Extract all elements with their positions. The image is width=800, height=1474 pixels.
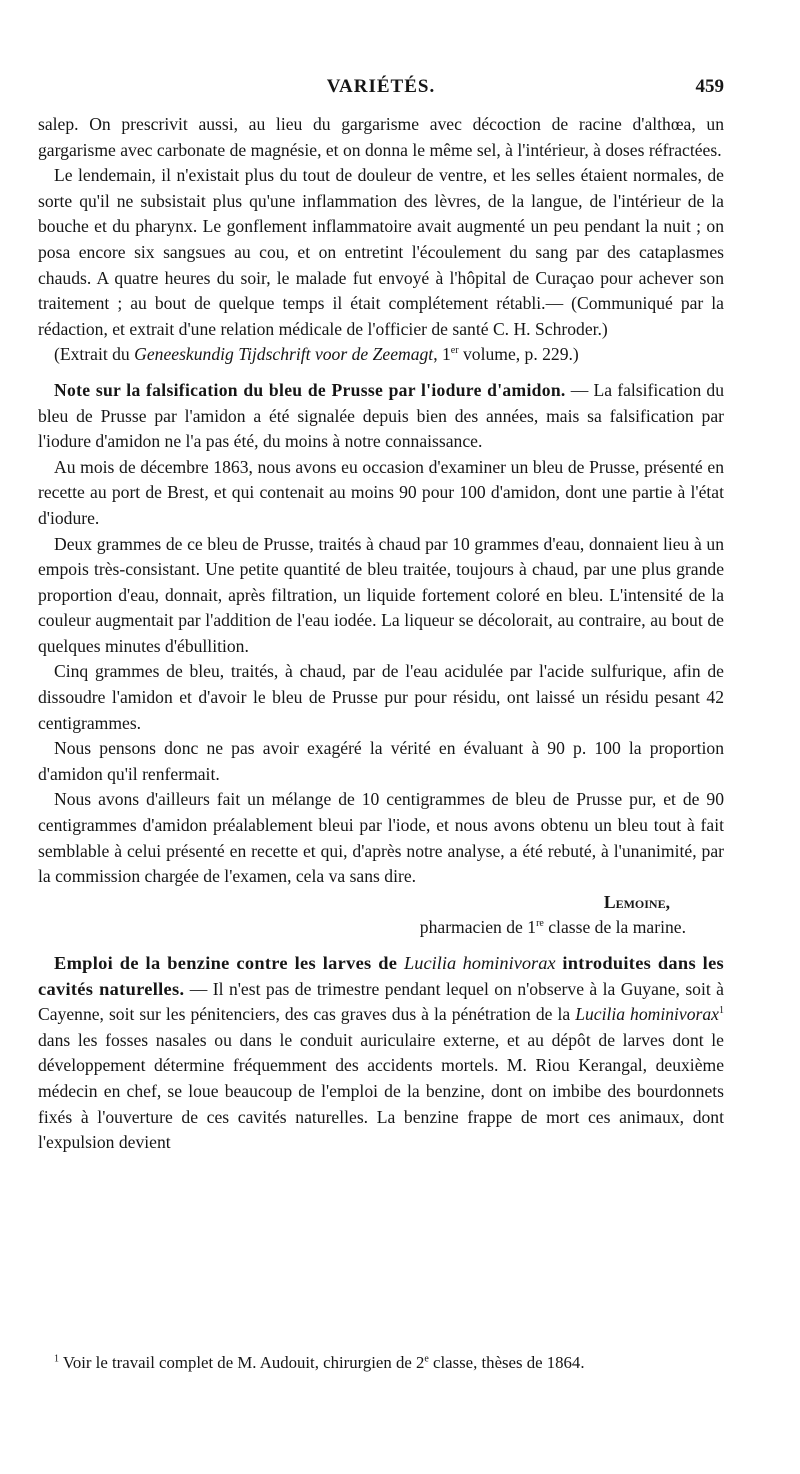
section-heading-part-1: Emploi de la benzine contre les larves de: [54, 953, 405, 973]
footnote-ref: 1: [718, 1005, 724, 1017]
footnote: [38, 1352, 724, 1374]
source-suffix: volume, p. 229.): [458, 344, 579, 365]
footnote-suffix: classe, thèses de 1864.: [428, 1353, 585, 1372]
author-name: Lemoine,: [603, 891, 670, 912]
footnote-prefix: Voir le travail complet de M. Audouit, chirurgien de 2: [59, 1353, 425, 1372]
heading-species: Lucilia hominivorax: [404, 953, 556, 973]
page-body: [38, 112, 724, 1156]
paragraph: Nous pensons donc ne pas avoir exagéré la vérité en évaluant à 90 p. 100 la proportion d'amidon qu'il renfermait.: [38, 738, 724, 784]
role-prefix: pharmacien de 1: [419, 917, 537, 938]
role-sup: re: [536, 918, 544, 930]
page-header: [38, 76, 724, 106]
paragraph: Le lendemain, il n'existait plus du tout de douleur de ventre, et les selles étaient normales, de sorte qu'il ne subsistait plus qu'une inflammation des lèvres, de la langue, de l'intérieur de la bouche et du pharynx. Le gonflement inflammatoire avait augmenté un peu pendant la nuit ; on posa encore six sangsues au cou, et on entretint l'écoulement du sang par des cataplasmes chauds. A quatre heures du soir, le malade fut envoyé à l'hôpital de Curaçao pour achever son traitement ; au bout de quelque temps il était complétement rétabli.— (Communiqué par la rédaction, et extrait d'une relation médicale de l'officier de santé C. H. Schroder.): [38, 165, 724, 339]
paragraph: Nous avons d'ailleurs fait un mélange de 10 centigrammes de bleu de Prusse pur, et de 90 centigrammes d'amidon préalablement bleui par l'iode, et nous avons obtenu un bleu tout à fait semblable à celui présenté en recette et qui, d'après notre analyse, a été rebuté, à l'unanimité, par la commission chargée de l'examen, cela va sans dire.: [38, 789, 724, 887]
source-prefix: (Extrait du: [54, 344, 135, 365]
signature-role: [38, 915, 724, 941]
section-intro: — La falsification du bleu de Prusse par l'amidon a été signalée depuis bien des années, mais sa falsification par l'iodure d'amidon ne l'a pas été, du moins à notre connaissance.: [38, 379, 724, 452]
source-journal: Geneeskundig Tijdschrift voor de Zeemagt: [134, 344, 434, 365]
section-benzine: [38, 951, 724, 1156]
section-text-2: dans les fosses nasales ou dans le conduit auriculaire externe, et au dépôt de larves dont le développement détermine fréquemment des accidents mortels. M. Riou Kerangal, deuxième médecin en chef, se loue beaucoup de l'emploi de la benzine, dont on imbibe des bourdonnets fixés à l'ouverture de ces cavités naturelles. La benzine frappe de mort ces animaux, dont l'expulsion devient: [38, 1029, 724, 1153]
source-citation: [38, 342, 724, 368]
paragraph: Cinq grammes de bleu, traités, à chaud, par de l'eau acidulée par l'acide sulfurique, afin de dissoudre l'amidon et d'avoir le bleu de Prusse pur pour résidu, ont laissé un résidu pesant 42 centigrammes.: [38, 661, 724, 733]
section-heading-part-2: introduites dans les cavités naturelles.: [38, 953, 725, 999]
source-edition-num: , 1: [433, 344, 451, 365]
running-head: VARIÉTÉS.: [326, 76, 436, 97]
footnote-marker: 1: [54, 1353, 59, 1365]
paragraph: Deux grammes de ce bleu de Prusse, traités à chaud par 10 grammes d'eau, donnaient lieu à un empois très-consistant. Une petite quantité de bleu traitée, toujours à chaud, par une plus grande proportion d'eau, donnait, après filtration, un liquide fortement coloré en bleu. L'intensité de la couleur augmentait par l'addition de l'eau iodée. La liqueur se décolorait, au contraire, au bout de quelques minutes d'ébullition.: [38, 533, 724, 656]
text-species: Lucilia hominivorax: [575, 1004, 719, 1025]
section-heading: Note sur la falsification du bleu de Prusse par l'iodure d'amidon.: [54, 379, 566, 400]
source-edition-sup: er: [450, 345, 459, 357]
section-text-1: — Il n'est pas de trimestre pendant lequel on n'observe à la Guyane, soit à Cayenne, soit sur les pénitenciers, des cas graves dus à la pénétration de la: [38, 978, 724, 1025]
paragraph: Au mois de décembre 1863, nous avons eu occasion d'examiner un bleu de Prusse, présenté en recette au port de Brest, et qui contenait au moins 90 pour 100 d'amidon, dont une partie à l'état d'iodure.: [38, 456, 724, 528]
signature-name: [38, 890, 724, 916]
role-suffix: classe de la marine.: [543, 917, 686, 938]
section-prussian-blue: [38, 378, 724, 455]
page-number: 459: [695, 76, 724, 97]
footnote-sup: e: [424, 1353, 429, 1365]
continued-paragraph: salep. On prescrivit aussi, au lieu du gargarisme avec décoction de racine d'althœa, un gargarisme avec carbonate de magnésie, et on donna le même sel, à l'intérieur, à doses réfractées.: [38, 114, 724, 160]
